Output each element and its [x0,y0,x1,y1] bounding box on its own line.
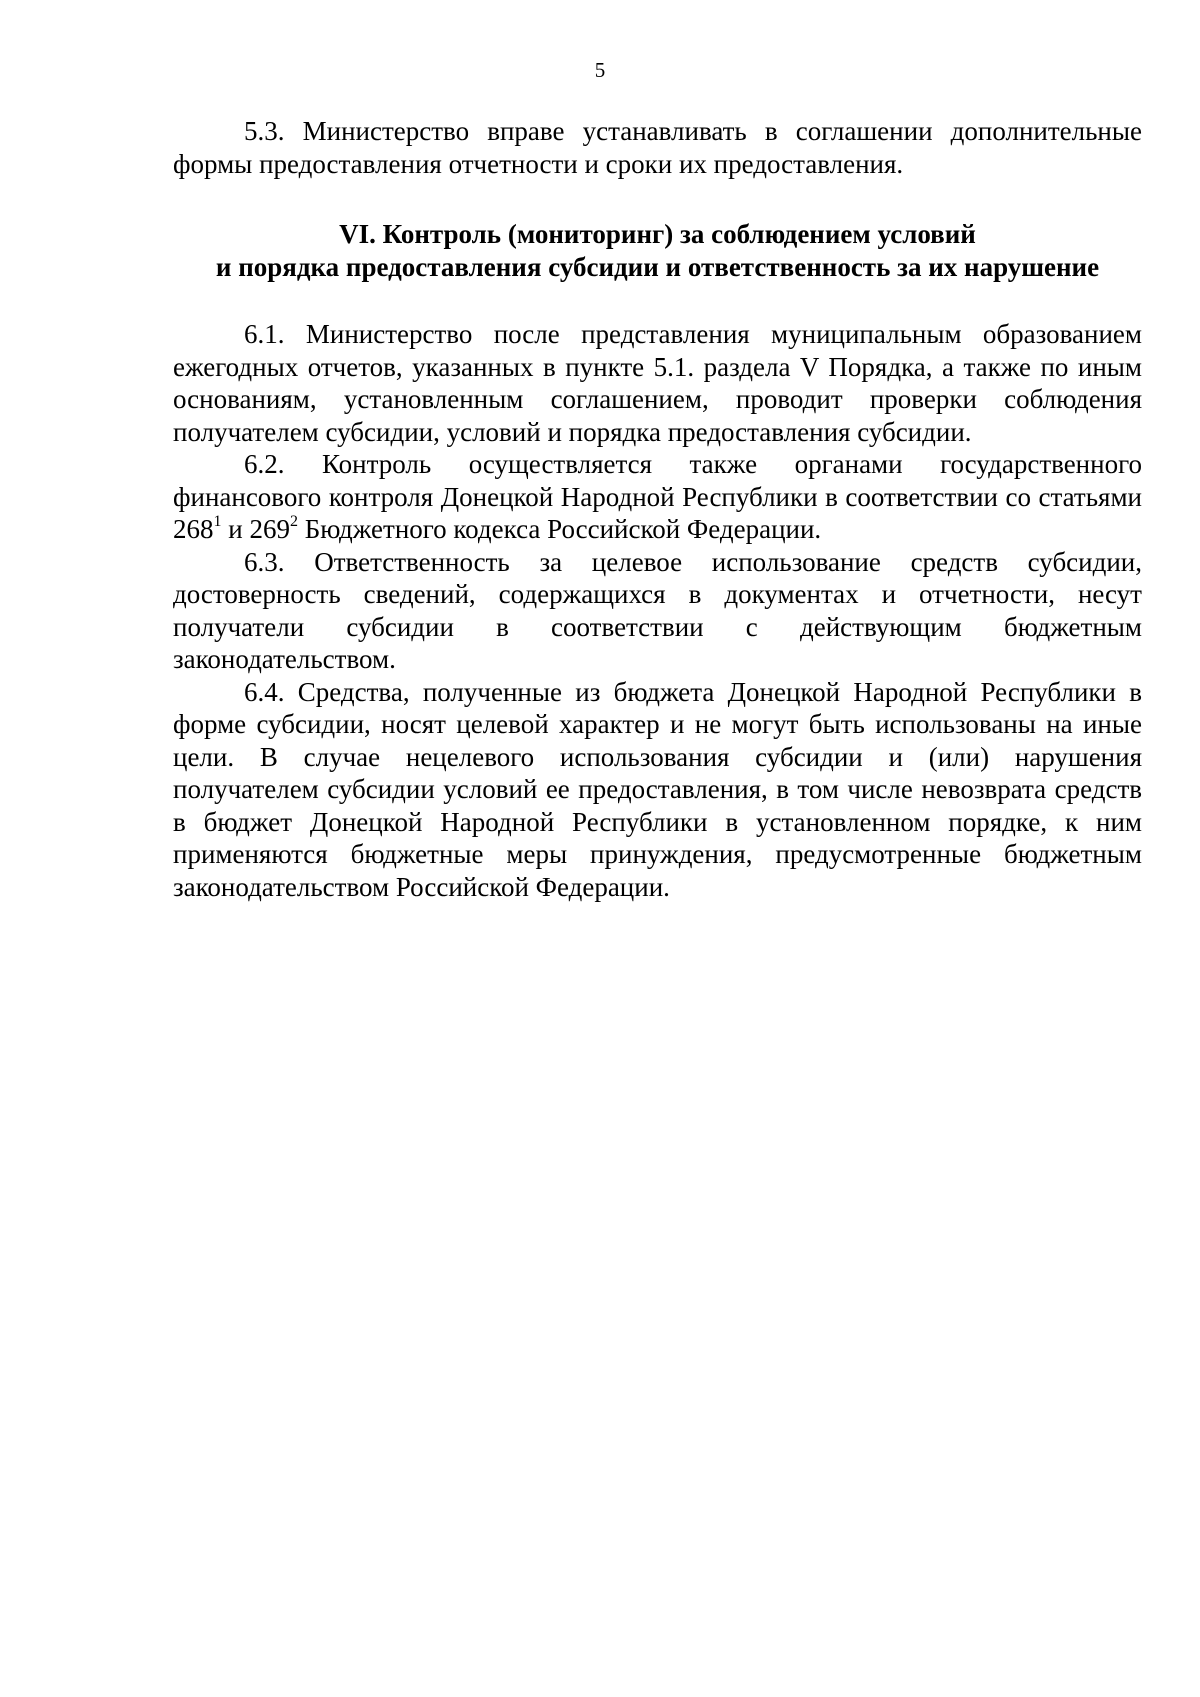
heading-line-2: и порядка предоставления субсидии и ответственность за их нарушение [215,252,1100,282]
superscript-1: 1 [213,513,222,530]
paragraph-6-4: 6.4. Средства, полученные из бюджета Донецкой Народной Республики в форме субсидии, носят целевой характер и не могут быть использованы на иные цели. В случае нецелевого использования субсидии и (или) нарушения получателем субсидии условий ее предоставления, в том числе невозврата средств в бюджет Донецкой Народной Республики в установленном порядке, к ним применяются бюджетные меры принуждения, предусмотренные бюджетным законодательством Российской Федерации. [173,676,1142,902]
paragraph-6-2-text-after: Бюджетного кодекса Российской Федерации. [297,514,822,544]
superscript-2: 2 [289,513,298,530]
section-5-3 [173,115,1142,180]
section-6-body [173,318,1142,903]
paragraph-5-3: 5.3. Министерство вправе устанавливать в соглашении дополнительные формы предоставления отчетности и сроки их предоставления. [173,116,1142,179]
heading-line-1: VI. Контроль (мониторинг) за соблюдением условий [339,219,976,249]
paragraph-6-2-text-middle: и 269 [221,514,290,544]
section-heading [173,218,1142,284]
paragraph-6-1: 6.1. Министерство после представления муниципальным образованием ежегодных отчетов, указанных в пункте 5.1. раздела V Порядка, а также по иным основаниям, установленным соглашением, проводит проверки соблюдения получателем субсидии, условий и порядка предоставления субсидии. [173,319,1142,447]
paragraph-6-3: 6.3. Ответственность за целевое использование средств субсидии, достоверность сведений, содержащихся в документах и отчетности, несут получатели субсидии в соответствии с действующим бюджетным законодательством. [173,546,1142,674]
paragraph-6-2 [173,448,1142,546]
paragraph-6-2-text-before: 6.2. Контроль осуществляется также органами государственного финансового контроля Донецкой Народной Республики в соответствии со статьями 268 [173,449,1142,544]
page-number: 5 [594,58,606,82]
